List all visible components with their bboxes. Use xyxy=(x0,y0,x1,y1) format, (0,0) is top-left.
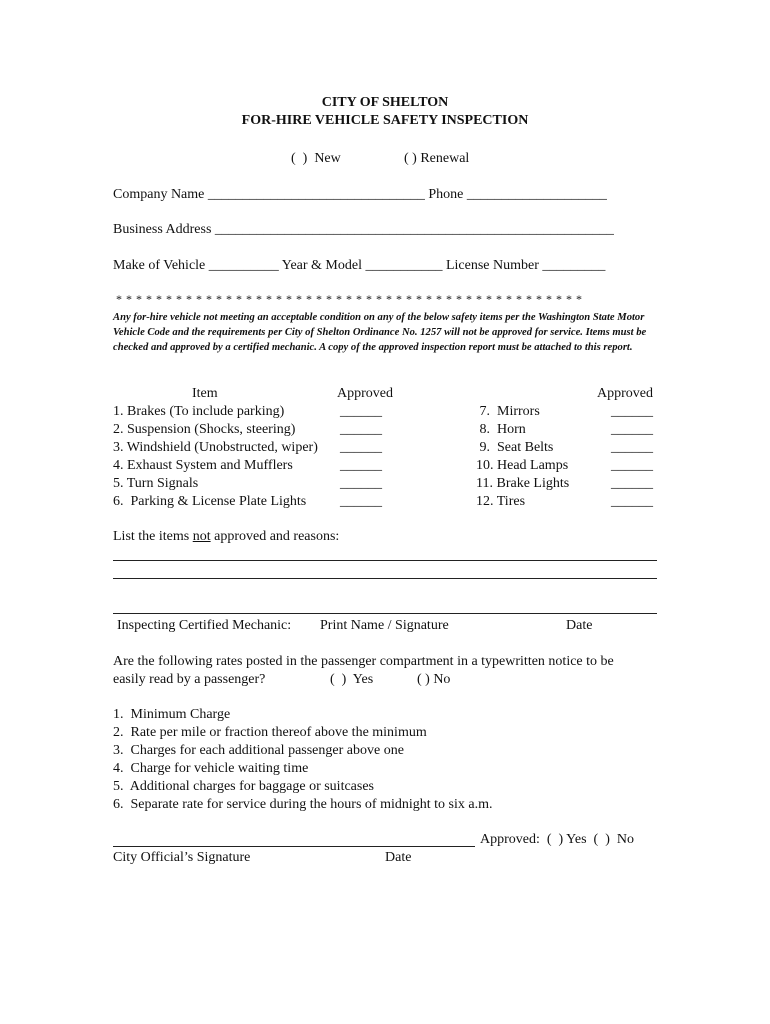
not-approved-post: approved and reasons: xyxy=(210,529,340,544)
item-column-header: Item xyxy=(192,386,218,401)
rates-no-checkbox[interactable]: ( ) No xyxy=(417,672,451,687)
not-approved-pre: List the items xyxy=(113,529,193,544)
rates-yes-checkbox[interactable]: ( ) Yes xyxy=(330,672,374,687)
approval-blank[interactable]: ______ xyxy=(611,404,653,419)
approval-blank[interactable]: ______ xyxy=(611,458,653,473)
business-address-line[interactable]: Business Address _________________________________________________________ xyxy=(113,222,614,237)
approval-blank[interactable]: ______ xyxy=(340,422,382,437)
form-subtitle: FOR-HIRE VEHICLE SAFETY INSPECTION xyxy=(241,113,529,128)
approval-blank[interactable]: ______ xyxy=(611,476,653,491)
approval-blank[interactable]: ______ xyxy=(611,422,653,437)
official-signature-label: City Official’s Signature xyxy=(113,850,251,865)
company-phone-line[interactable]: Company Name _______________________________ Phone ____________________ xyxy=(113,187,607,202)
rate-item: 4. Charge for vehicle waiting time xyxy=(113,761,309,776)
official-date-label: Date xyxy=(385,850,412,865)
rate-item: 6. Separate rate for service during the hours of midnight to six a.m. xyxy=(113,797,493,812)
item-exhaust: 4. Exhaust System and Mufflers xyxy=(113,458,293,473)
approval-blank[interactable]: ______ xyxy=(340,494,382,509)
approval-blank[interactable]: ______ xyxy=(340,476,382,491)
approval-blank[interactable]: ______ xyxy=(340,458,382,473)
item-head-lamps: 10. Head Lamps xyxy=(476,458,569,473)
item-brakes: 1. Brakes (To include parking) xyxy=(113,404,285,419)
form-title: CITY OF SHELTON xyxy=(321,95,449,110)
item-turn-signals: 5. Turn Signals xyxy=(113,476,199,491)
item-horn: 8. Horn xyxy=(476,422,526,437)
vehicle-info-line[interactable]: Make of Vehicle __________ Year & Model ___________ License Number _________ xyxy=(113,258,606,273)
mechanic-label: Inspecting Certified Mechanic: xyxy=(117,618,292,633)
rate-item: 5. Additional charges for baggage or suitcases xyxy=(113,779,375,794)
approved-column-header-right: Approved xyxy=(597,386,653,401)
rate-item: 2. Rate per mile or fraction thereof above the minimum xyxy=(113,725,427,740)
rate-item: 3. Charges for each additional passenger above one xyxy=(113,743,404,758)
approval-blank[interactable]: ______ xyxy=(340,440,382,455)
item-seat-belts: 9. Seat Belts xyxy=(476,440,554,455)
rate-item: 1. Minimum Charge xyxy=(113,707,231,722)
renewal-checkbox[interactable]: ( ) Renewal xyxy=(404,151,470,166)
rates-question-line2: easily read by a passenger? xyxy=(113,672,266,687)
official-signature-line[interactable] xyxy=(113,846,475,847)
mechanic-date-label: Date xyxy=(566,618,593,633)
item-parking-lights: 6. Parking & License Plate Lights xyxy=(113,494,307,509)
not-approved-emphasis: not xyxy=(192,529,211,544)
not-approved-label xyxy=(113,530,339,544)
separator-stars: * * * * * * * * * * * * * * * * * * * * * * * * * * * * * * * * * * * * * * * * * * * * * * * xyxy=(116,292,583,306)
item-windshield: 3. Windshield (Unobstructed, wiper) xyxy=(113,440,318,455)
mechanic-signature-line[interactable] xyxy=(113,613,657,614)
reason-line-1[interactable] xyxy=(113,560,657,561)
official-approved[interactable]: Approved: ( ) Yes ( ) No xyxy=(480,832,634,847)
item-suspension: 2. Suspension (Shocks, steering) xyxy=(113,422,296,437)
reason-line-2[interactable] xyxy=(113,578,657,579)
mechanic-print-label: Print Name / Signature xyxy=(320,618,449,633)
new-checkbox[interactable]: ( ) New xyxy=(291,151,341,166)
approval-blank[interactable]: ______ xyxy=(611,440,653,455)
item-brake-lights: 11. Brake Lights xyxy=(476,476,570,491)
item-mirrors: 7. Mirrors xyxy=(476,404,540,419)
approval-blank[interactable]: ______ xyxy=(611,494,653,509)
item-tires: 12. Tires xyxy=(476,494,526,509)
notice-text: Any for-hire vehicle not meeting an acceptable condition on any of the below safety items per the Washington State Motor Vehicle Code and the requirements per City of Shelton Ordinance No. 1257 will not be approved for service. Items must be checked and approved by a certified mechanic. A copy of the approved inspection report must be attached to this report. xyxy=(113,312,647,353)
rates-question-line1: Are the following rates posted in the passenger compartment in a typewritten notice to be xyxy=(113,654,614,669)
approved-column-header-left: Approved xyxy=(337,386,393,401)
approval-blank[interactable]: ______ xyxy=(340,404,382,419)
